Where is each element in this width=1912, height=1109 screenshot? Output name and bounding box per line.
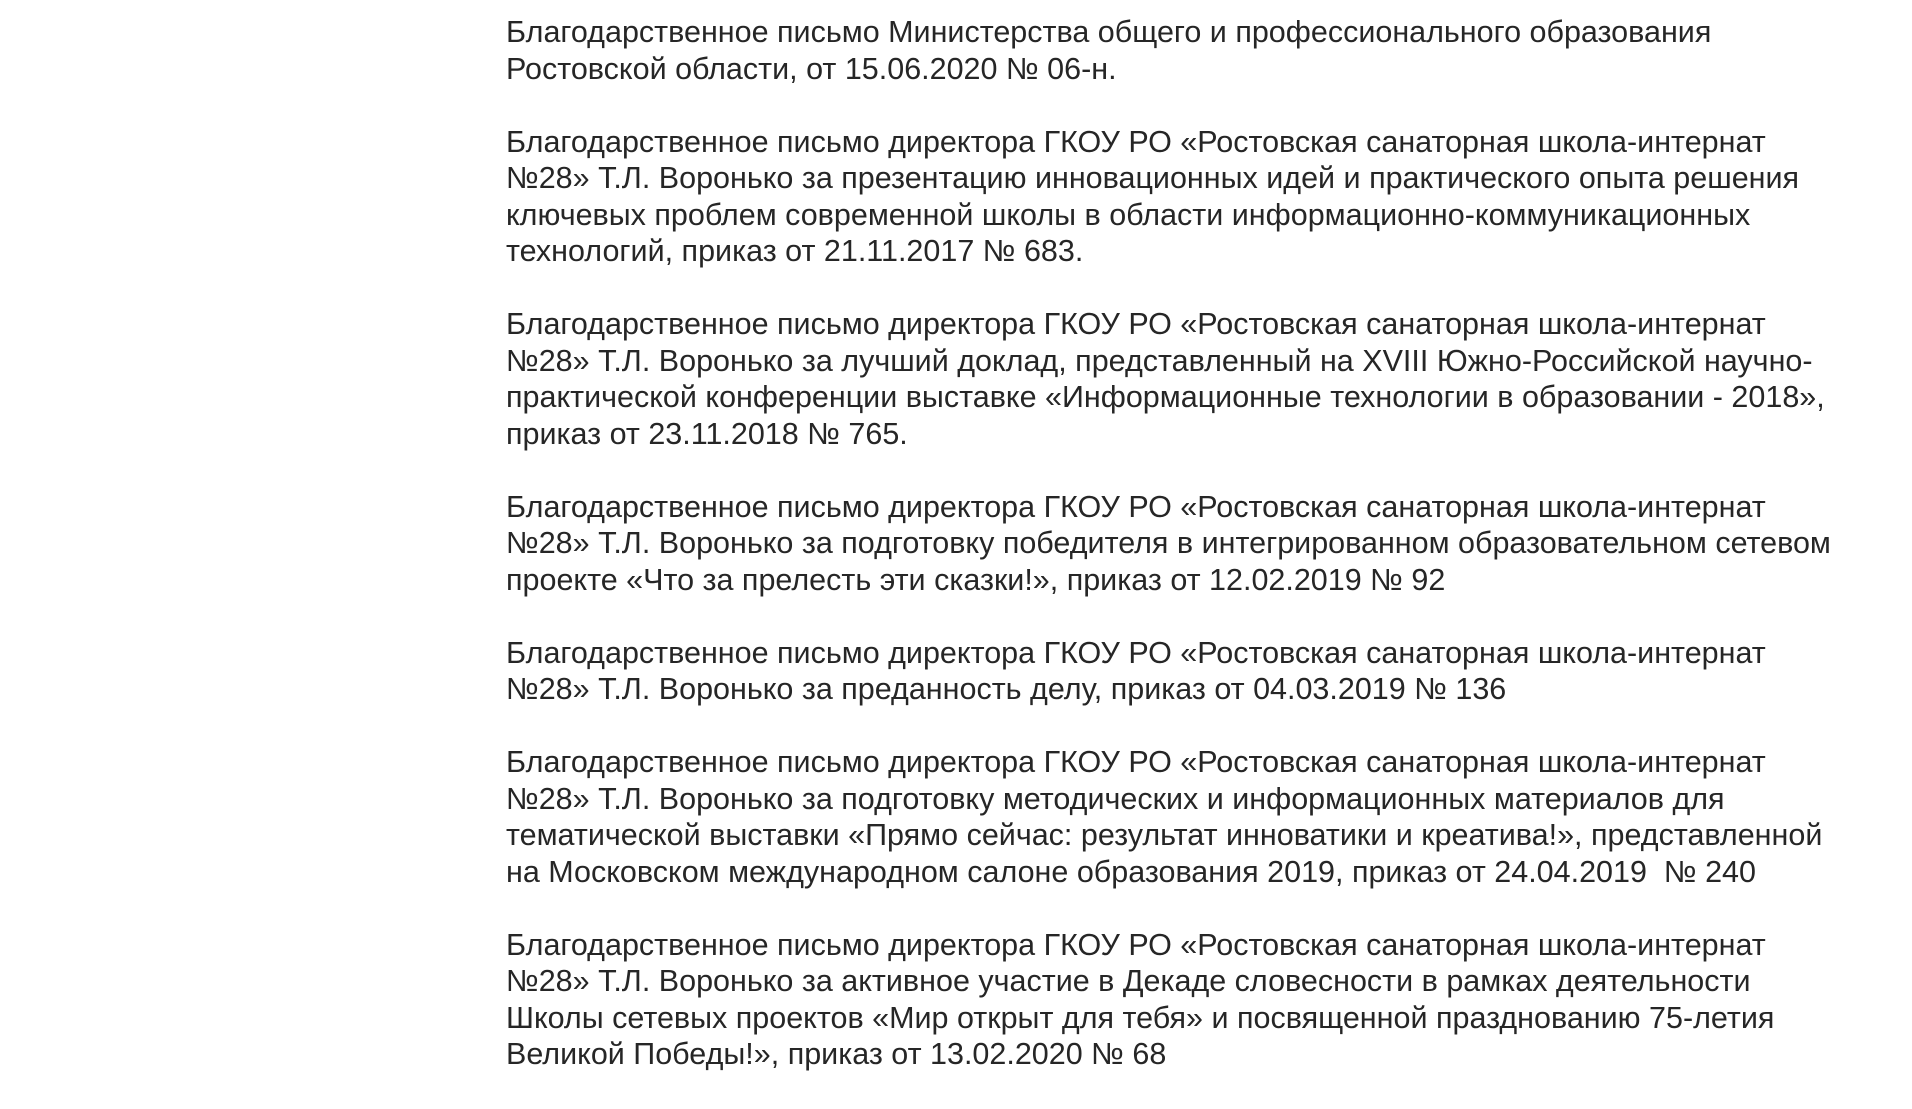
award-text-line: Благодарственное письмо директора ГКОУ РО «Ростовская санаторная школа-интернат — [506, 124, 1766, 159]
award-text-line: Ростовской области, от 15.06.2020 № 06-н. — [506, 51, 1117, 86]
award-entry — [506, 635, 1906, 708]
award-text-line: Благодарственное письмо директора ГКОУ РО «Ростовская санаторная школа-интернат — [506, 307, 1766, 341]
award-text-line: №28» Т.Л. Воронько за презентацию инновационных идей и практического опыта решения — [506, 161, 1800, 195]
award-text-line: проекте «Что за прелесть эти сказки!», приказ от 12.02.2019 № 92 — [506, 562, 1446, 597]
award-text-line: №28» Т.Л. Воронько за лучший доклад, представленный на XVIII Южно-Российской научно- — [506, 343, 1813, 378]
award-text-line: на Московском международном салоне образования 2019, приказ от 24.04.2019 № 240 — [506, 854, 1756, 889]
award-entry — [506, 306, 1906, 452]
award-text-line: №28» Т.Л. Воронько за активное участие в Декаде словесности в рамках деятельности — [506, 964, 1751, 998]
award-text-line: №28» Т.Л. Воронько за подготовку методических и информационных материалов для — [506, 781, 1725, 816]
award-text-line: Благодарственное письмо директора ГКОУ РО «Ростовская санаторная школа-интернат — [506, 489, 1766, 524]
award-text-line: Школы сетевых проектов «Мир открыт для тебя» и посвященной празднованию 75-летия — [506, 1000, 1775, 1035]
awards-list — [506, 14, 1906, 1109]
award-text-line: технологий, приказ от 21.11.2017 № 683. — [506, 234, 1084, 268]
award-text-line: Благодарственное письмо директора ГКОУ РО «Ростовская санаторная школа-интернат — [506, 635, 1766, 670]
award-entry — [506, 927, 1906, 1073]
award-text-line: практической конференции выставке «Информационные технологии в образовании - 2018», — [506, 380, 1825, 414]
award-entry — [506, 14, 1906, 87]
award-text-line: Благодарственное письмо Министерства общего и профессионального образования — [506, 15, 1712, 49]
award-text-line: Благодарственное письмо директора ГКОУ РО «Ростовская санаторная школа-интернат — [506, 927, 1766, 962]
award-entry — [506, 124, 1906, 270]
award-text-line: приказ от 23.11.2018 № 765. — [506, 416, 908, 451]
award-entry — [506, 489, 1906, 599]
award-entry — [506, 744, 1906, 890]
award-text-line: Благодарственное письмо директора ГКОУ РО «Ростовская санаторная школа-интернат — [506, 745, 1766, 779]
award-text-line: №28» Т.Л. Воронько за преданность делу, приказ от 04.03.2019 № 136 — [506, 672, 1507, 706]
award-text-line: Великой Победы!», приказ от 13.02.2020 № 68 — [506, 1037, 1167, 1071]
award-text-line: ключевых проблем современной школы в области информационно-коммуникационных — [506, 197, 1751, 232]
award-text-line: №28» Т.Л. Воронько за подготовку победителя в интегрированном образовательном сетевом — [506, 526, 1831, 560]
award-text-line: тематической выставки «Прямо сейчас: результат инноватики и креатива!», представленной — [506, 818, 1823, 852]
